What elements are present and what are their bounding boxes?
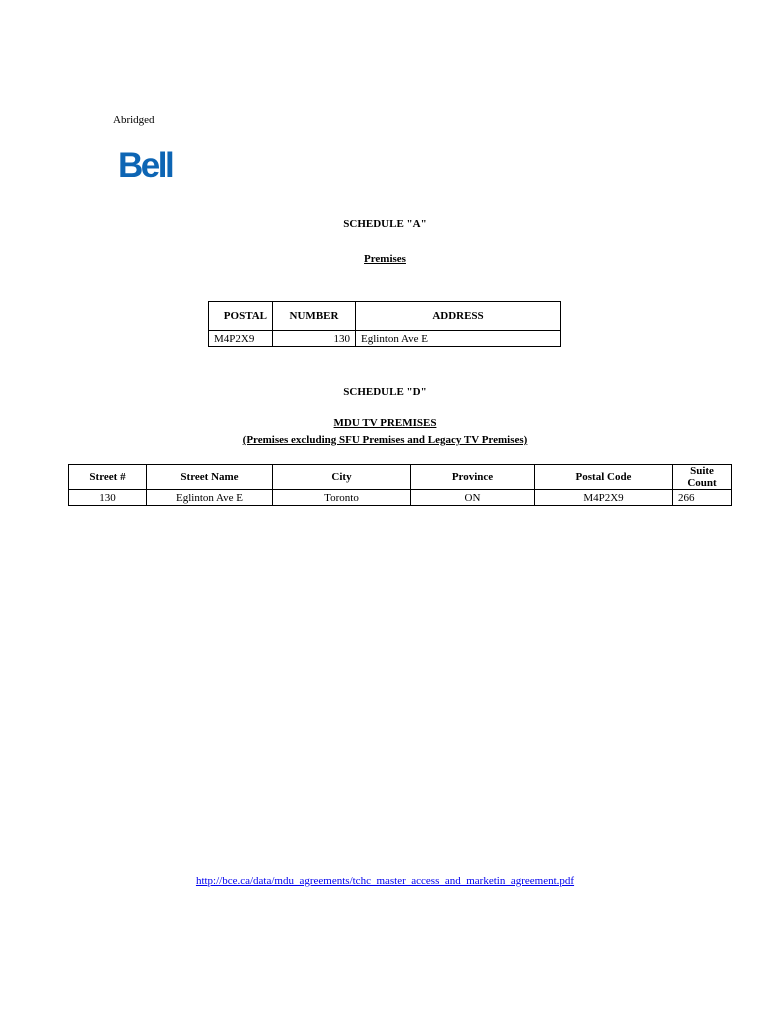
table-header-row bbox=[69, 465, 732, 490]
schedule-d-title: SCHEDULE "D" bbox=[343, 386, 427, 398]
bell-logo-text: Bell bbox=[118, 146, 173, 185]
cell-number: 130 bbox=[273, 331, 356, 347]
schedule-a-title: SCHEDULE "A" bbox=[343, 218, 427, 230]
cell-city: Toronto bbox=[273, 490, 411, 506]
column-header-address: ADDRESS bbox=[356, 302, 561, 331]
cell-postal: M4P2X9 bbox=[209, 331, 273, 347]
column-header-postal: POSTAL bbox=[209, 302, 273, 331]
cell-street-number: 130 bbox=[69, 490, 147, 506]
mdu-premises-note: (Premises excluding SFU Premises and Legacy TV Premises) bbox=[242, 434, 528, 446]
column-header-suite-count: Suite Count bbox=[673, 465, 732, 490]
cell-suite-count: 266 bbox=[673, 490, 732, 506]
column-header-number: NUMBER bbox=[273, 302, 356, 331]
column-header-province: Province bbox=[411, 465, 535, 490]
cell-street-name: Eglinton Ave E bbox=[147, 490, 273, 506]
schedule-a-table bbox=[208, 301, 561, 347]
source-document-link[interactable]: http://bce.ca/data/mdu_agreements/tchc_master_access_and_marketin_agreement.pdf bbox=[195, 875, 575, 887]
premises-subtitle: Premises bbox=[364, 253, 406, 265]
abridged-label: Abridged bbox=[113, 114, 155, 126]
mdu-tv-premises-subtitle: MDU TV PREMISES bbox=[333, 417, 437, 429]
bell-logo bbox=[118, 148, 172, 183]
table-header-row bbox=[209, 302, 561, 331]
schedule-d-table bbox=[68, 464, 732, 506]
cell-postal-code: M4P2X9 bbox=[535, 490, 673, 506]
cell-province: ON bbox=[411, 490, 535, 506]
table-row bbox=[209, 331, 561, 347]
cell-address: Eglinton Ave E bbox=[356, 331, 561, 347]
column-header-postal-code: Postal Code bbox=[535, 465, 673, 490]
column-header-street-number: Street # bbox=[69, 465, 147, 490]
column-header-city: City bbox=[273, 465, 411, 490]
column-header-street-name: Street Name bbox=[147, 465, 273, 490]
table-row bbox=[69, 490, 732, 506]
